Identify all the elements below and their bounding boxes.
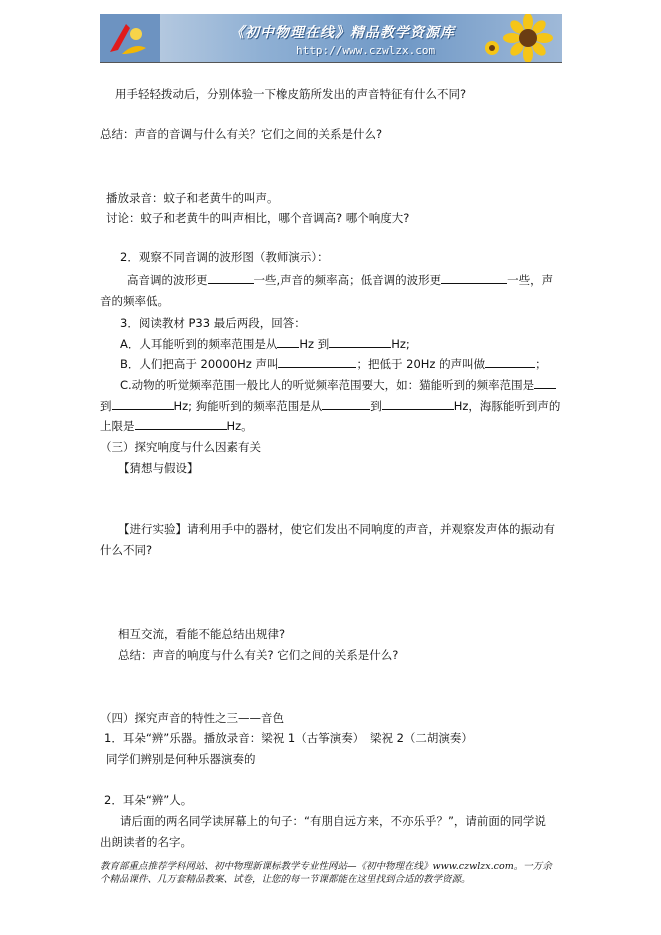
summary-loudness: 总结：声音的响度与什么有关? 它们之间的关系是什么?	[118, 648, 399, 662]
text: 到	[370, 399, 382, 413]
question-b	[120, 356, 547, 372]
text: Hz;	[391, 337, 410, 351]
text: Hz; 狗能听到的频率范围是从	[173, 399, 323, 413]
text: 高音调的波形更	[127, 273, 208, 287]
text: 上限是	[100, 419, 135, 433]
paragraph: 音的频率低。	[100, 294, 169, 308]
subheading: 【猜想与假设】	[118, 461, 199, 475]
paragraph: 2．耳朵“辨”人。	[104, 793, 193, 807]
step-heading: 3．阅读教材 P33 最后两段，回答：	[120, 316, 306, 330]
text: A．人耳能听到的频率范围是从	[120, 337, 278, 351]
paragraph: 用手轻轻拨动后，分别体验一下橡皮筋所发出的声音特征有什么不同?	[115, 87, 467, 101]
blank[interactable]	[135, 419, 227, 430]
blank[interactable]	[208, 273, 254, 284]
text: 到	[100, 399, 112, 413]
blank[interactable]	[329, 337, 391, 348]
fill-blank-line	[127, 272, 553, 288]
sunflower-icon	[478, 14, 558, 62]
discussion: 讨论：蚊子和老黄牛的叫声相比，哪个音调高? 哪个响度大?	[106, 211, 410, 225]
header-rule	[100, 62, 562, 63]
text: Hz。	[226, 419, 253, 433]
text: 一些,声音的频率高；低音调的波形更	[253, 273, 442, 287]
blank[interactable]	[112, 399, 174, 410]
text: ；	[535, 357, 547, 371]
section-heading: （三）探究响度与什么因素有关	[100, 440, 261, 454]
blank[interactable]	[382, 399, 454, 410]
question-c	[120, 377, 556, 393]
blank[interactable]	[485, 357, 535, 368]
footer-line: 个精品课件、几万套精品教案、试卷，让您的每一节课都能在这里找到合适的教学资源。	[100, 874, 471, 885]
banner-title: 《初中物理在线》精品教学资源库	[230, 25, 455, 41]
blank[interactable]	[322, 399, 370, 410]
paragraph: 播放录音：蚊子和老黄牛的叫声。	[106, 191, 279, 205]
paragraph: 1．耳朵“辨”乐器。播放录音：梁祝 1（古筝演奏） 梁祝 2（二胡演奏）	[104, 731, 473, 745]
step-heading: 2．观察不同音调的波形图（教师演示）：	[120, 250, 329, 264]
site-logo-icon	[100, 14, 160, 62]
paragraph: 请后面的两名同学读屏幕上的句子：“有朋自远方来，不亦乐乎？”，请前面的同学说	[120, 814, 546, 828]
header-banner	[100, 14, 562, 62]
question-c-cont	[100, 398, 560, 414]
text: Hz 到	[299, 337, 330, 351]
summary-pitch: 总结：声音的音调与什么有关？它们之间的关系是什么?	[100, 127, 383, 141]
text: C.动物的听觉频率范围一般比人的听觉频率范围要大，如：猫能听到的频率范围是	[120, 378, 535, 392]
paragraph: 什么不同?	[100, 543, 153, 557]
footer-line: 教育部重点推荐学科网站、初中物理新课标教学专业性网站—《初中物理在线》www.czwlzx.com。一万余	[100, 861, 552, 872]
footer	[100, 860, 570, 886]
blank[interactable]	[534, 378, 556, 389]
question-c-end	[100, 418, 253, 434]
paragraph: 同学们辨别是何种乐器演奏的	[106, 752, 256, 766]
text: Hz，海豚能听到声的	[453, 399, 561, 413]
paragraph: 【进行实验】请利用手中的器材，使它们发出不同响度的声音，并观察发声体的振动有	[118, 522, 555, 536]
paragraph: 相互交流，看能不能总结出规律?	[118, 627, 286, 641]
blank[interactable]	[277, 337, 299, 348]
blank[interactable]	[278, 357, 356, 368]
paragraph: 出朗读者的名字。	[100, 835, 192, 849]
text: B．人们把高于 20000Hz 声叫	[120, 357, 279, 371]
text: 一些，声	[507, 273, 554, 287]
banner-url[interactable]: http://www.czwlzx.com	[296, 44, 436, 57]
question-a	[120, 336, 410, 352]
blank[interactable]	[441, 273, 507, 284]
text: ；把低于 20Hz 的声叫做	[356, 357, 486, 371]
section-heading: （四）探究声音的特性之三——音色	[100, 711, 284, 725]
